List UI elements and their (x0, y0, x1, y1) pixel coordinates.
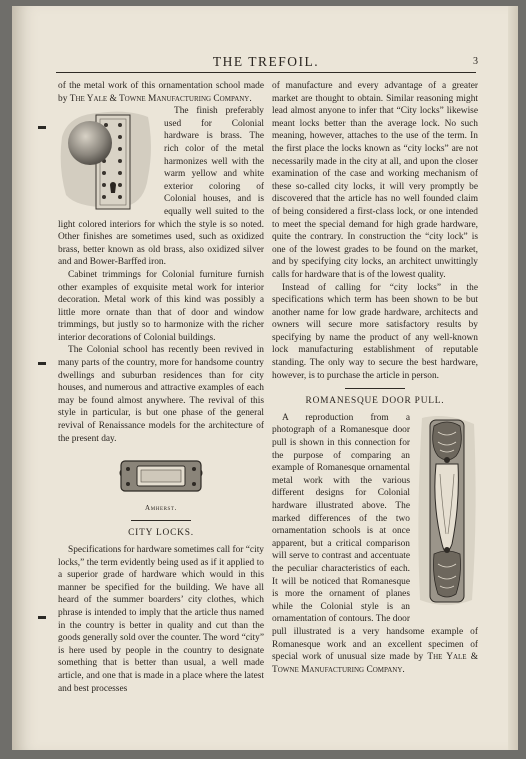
binding-hole (38, 616, 46, 619)
binding-hole (38, 126, 46, 129)
paragraph: of manufacture and every advantage of a greater market are thought to obtain. Similar reasoning might lead almost anyone to infer that “City locks” likewise meant locks better than the average lock. No such meaning, however, attaches to the use of the term. In the first place the locks known as “city locks” are not necessarily made in the city at all, and upon the closer examination of the case and working mechanism of these so-called city locks, it will very promptly be discovered that the article has no well founded claim of being considered a first-class lock, or one intended to meet the special demand for high grade hardware, quite the contrary. In construction the “city lock” is one of the lowest grades to be found on the market, and by specifying city locks, an architect unwittingly calls for hardware that is of the lowest quality. (272, 81, 478, 280)
section-heading: CITY LOCKS. (128, 528, 194, 539)
section-divider (345, 388, 405, 389)
page-number: 3 (473, 56, 478, 67)
section-divider (131, 520, 191, 521)
door-pull-drawing (416, 414, 478, 608)
drawer-pull-drawing (119, 457, 203, 495)
paragraph: Cabinet trimmings for Colonial furniture furnish other examples of exquisite metal work for interior decoration. Metal work of this kind was possibly a little more ornate than that of door and window trimmings, but justly so to harmonize with the richer interior decorations of Colonial buildings. (58, 269, 264, 343)
paragraph (58, 80, 264, 105)
binding-hole (38, 362, 46, 365)
company-name: The Yale & Towne Manufacturing Company. (69, 93, 252, 104)
section-heading: ROMANESQUE DOOR PULL. (305, 396, 445, 407)
paragraph: The Colonial school has recently been revived in many parts of the country, more for handsome country dwellings and suburban residences than for city houses, and numerous and attractive examples of each may be found almost anywhere. The revival of this style in particular, is but one phase of the general revival of Renaissance models for the architecture of the present day. (58, 345, 264, 444)
knob-plate-drawing (58, 107, 158, 211)
page-title: THE TREFOIL. (212, 54, 320, 69)
paragraph: Instead of calling for “city locks” in the specifications which term has been shown to be but another name for low grade hardware, architects and owners will secure more satisfactory results by specifying by name the product of any well-known lock manufacturing establishment of reputable standing. The only way to secure the best hardware, however, is to purchase the article in person. (272, 282, 478, 381)
left-column (58, 80, 264, 695)
right-column (272, 80, 478, 676)
paragraph-text: A reproduction from a photograph of a Romanesque door pull is shown in this connection for the purpose of comparing an example of Romanesque ornamental metal work with the various different designs for Colonial hardware illustrated above. The marked differences of the two ornamentation schools is at once apparent, but a critical comparison will serve to contrast and accentuate the peculiar characteristics of each. It will be noticed that Romanesque is more the ornament of planes while the Colonial style is an ornamentation of contours. The door pull illustrated is a very handsome example of Romanesque work and an excellent specimen of special work of unusual size made by (272, 412, 478, 663)
page-edge (508, 6, 518, 750)
drawer-pull-figure (58, 457, 264, 514)
company-name: The Yale & Towne Manufacturing Company. (272, 652, 478, 675)
paragraph-text: of the metal work of this ornamentation school made by (58, 81, 264, 104)
figure-caption: Amherst. (145, 503, 177, 512)
romanesque-door-pull-illustration (416, 414, 478, 613)
colonial-knob-plate-illustration (58, 107, 158, 216)
paragraph: Specifications for hardware sometimes call for “city locks,” the term evidently being used as if it applied to a superior grade of hardware which would in this manner be specified for the building. We have all heard of the summer boarders’ city clothes, which phrase is intended to imply that the article thus named in the country is better in quality and cut than the goods generally sold over the counter. The word “city” is here used by people in the country to designate something that is better than usual, a well made article, and one that is made in a place where the latest and best processes (58, 545, 264, 694)
page-header (56, 54, 476, 73)
paragraph: The finish preferably used for Colonial hardware is brass. The rich color of the metal harmonizes well with the warm yellow and white exterior coloring of Colonial houses, and is equally well suited to the light colored interiors for which the style is so noted. Other finishes are sometimes used, such as oxidized brass, better known as old brass, also oxidized silver and and Bower-Barffed iron. (58, 106, 264, 268)
